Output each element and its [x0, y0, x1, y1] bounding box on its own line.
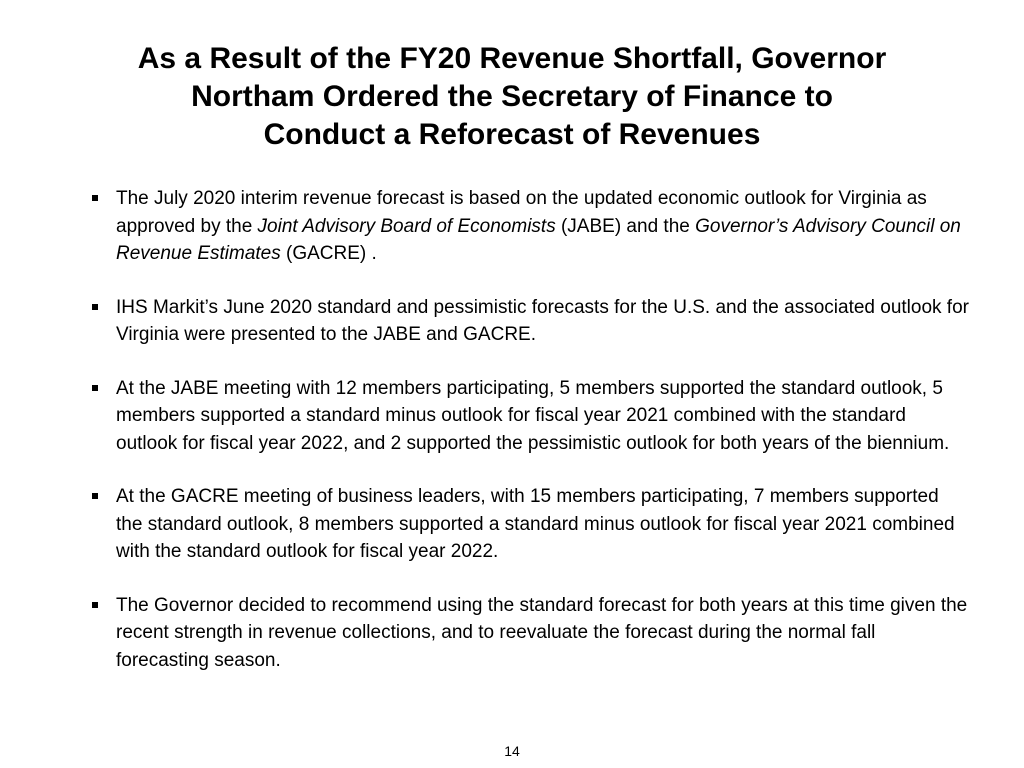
bullet-text: IHS Markit’s June 2020 standard and pessimistic forecasts for the U.S. and the associated outlook for Virginia were presented to the JABE and GACRE.	[116, 296, 969, 345]
square-bullet-icon	[92, 195, 98, 201]
bullet-item-interim-forecast	[90, 185, 970, 268]
bullet-list	[90, 185, 970, 674]
bullet-text: At the GACRE meeting of business leaders, with 15 members participating, 7 members supported the standard outlook, 8 members supported a standard minus outlook for fiscal year 2021 combined with the standard outlook for fiscal year 2022.	[116, 486, 955, 562]
slide-title-line-3: Conduct a Reforecast of Revenues	[263, 118, 761, 151]
bullet-text: The July 2020 interim revenue forecast is based on the updated economic outlook for Virginia as approved by the	[116, 188, 927, 237]
square-bullet-icon	[92, 385, 98, 391]
gacre-name: Governor’s Advisory Council on Revenue Estimates	[116, 215, 961, 264]
bullet-item-governor-decision	[90, 592, 970, 675]
jabe-name: Joint Advisory Board of Economists	[257, 215, 556, 237]
square-bullet-icon	[92, 304, 98, 310]
slide-title	[60, 40, 964, 154]
slide-title-line-2: Northam Ordered the Secretary of Finance to	[191, 80, 833, 113]
slide-title-line-1: As a Result of the FY20 Revenue Shortfall, Governor	[137, 42, 887, 75]
page-number: 14	[504, 743, 520, 759]
bullet-text: (JABE) and the	[555, 215, 696, 237]
bullet-item-gacre-meeting	[90, 483, 970, 566]
square-bullet-icon	[92, 493, 98, 499]
bullet-text: The Governor decided to recommend using the standard forecast for both years at this time given the recent strength in revenue collections, and to reevaluate the forecast during the normal fall forecasting season.	[116, 594, 968, 671]
bullet-text: (GACRE) .	[280, 243, 377, 264]
bullet-item-ihs-markit	[90, 294, 970, 349]
bullet-item-jabe-meeting	[90, 375, 970, 458]
square-bullet-icon	[92, 602, 98, 608]
bullet-text: At the JABE meeting with 12 members participating, 5 members supported the standard outlook, 5 members supported a standard minus outlook for fiscal year 2021 combined with the standard outlook for fiscal year 2022, and 2 supported the pessimistic outlook for both years of the biennium.	[116, 377, 950, 454]
